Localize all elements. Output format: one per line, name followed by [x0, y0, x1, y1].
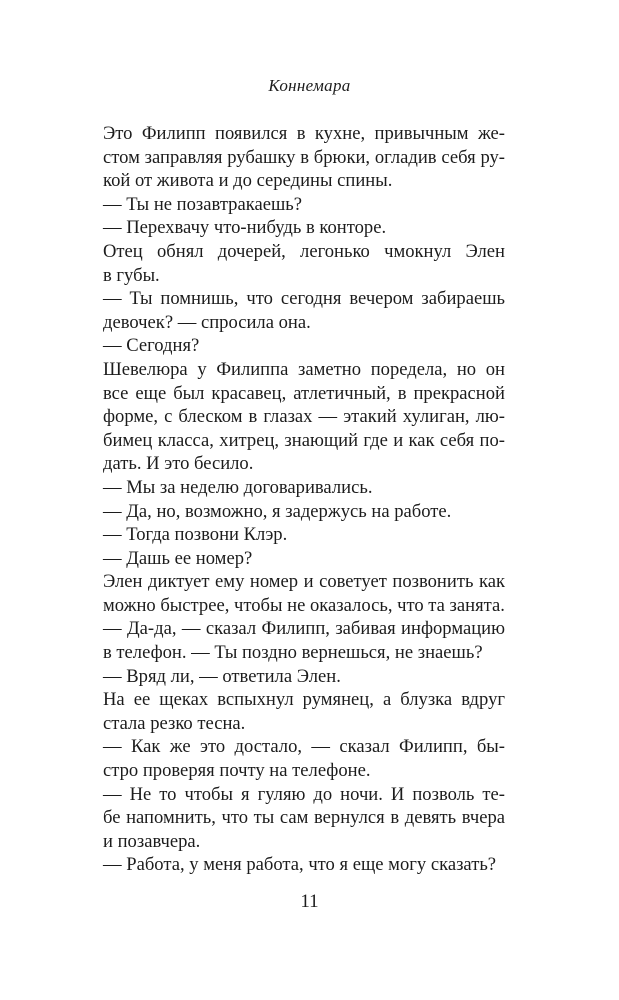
text-line: — Мы за неделю договаривались. [103, 476, 373, 498]
text-line: бимец класса, хитрец, знающий где и как себя по- [103, 429, 505, 451]
text-line: На ее щеках вспыхнул румянец, а блузка вдруг [103, 689, 505, 711]
text-line: — Да-да, — сказал Филипп, забивая информацию [103, 618, 505, 640]
text-line: — Перехвачу что-нибудь в конторе. [103, 217, 387, 239]
text-line: стом заправляя рубашку в брюки, огладив себя ру- [103, 146, 505, 168]
page-number: 11 [300, 891, 319, 912]
text-line: и позавчера. [103, 830, 201, 852]
text-line: все еще был красавец, атлетичный, в прекрасной [103, 382, 505, 404]
text-line: — Да, но, возможно, я задержусь на работе. [103, 500, 452, 522]
text-line: в телефон. — Ты поздно вернешься, не знаешь? [103, 642, 483, 664]
text-line: бе напомнить, что ты сам вернулся в девять вчера [103, 807, 505, 829]
text-line: Шевелюра у Филиппа заметно поредела, но он [103, 358, 505, 380]
text-line: в губы. [103, 264, 160, 286]
body-text [103, 122, 505, 877]
text-line: можно быстрее, чтобы не оказалось, что та занята. [103, 594, 505, 616]
text-line: стала резко тесна. [103, 712, 246, 734]
text-line: Отец обнял дочерей, легонько чмокнул Элен [103, 240, 505, 262]
text-line: Элен диктует ему номер и советует позвонить как [103, 571, 505, 593]
text-line: — Как же это достало, — сказал Филипп, бы- [103, 736, 505, 758]
text-line: — Тогда позвони Клэр. [103, 524, 288, 546]
text-line: девочек? — спросила она. [103, 311, 311, 333]
text-line: форме, с блеском в глазах — этакий хулиган, лю- [103, 406, 505, 428]
text-line: — Не то чтобы я гуляю до ночи. И позволь те- [103, 783, 505, 805]
text-line: кой от живота и до середины спины. [103, 170, 393, 192]
text-line: Это Филипп появился в кухне, привычным же- [103, 123, 505, 144]
text-line: — Дашь ее номер? [103, 547, 253, 569]
running-title: Коннемара [268, 76, 351, 95]
text-line: — Сегодня? [103, 335, 200, 357]
text-line: — Ты помнишь, что сегодня вечером забираешь [103, 288, 505, 310]
text-line: — Ты не позавтракаешь? [103, 193, 303, 215]
text-line: стро проверяя почту на телефоне. [103, 760, 371, 782]
text-line: дать. И это бесило. [103, 453, 254, 475]
text-line: — Вряд ли, — ответила Элен. [103, 665, 341, 687]
text-line: — Работа, у меня работа, что я еще могу сказать? [103, 854, 497, 876]
